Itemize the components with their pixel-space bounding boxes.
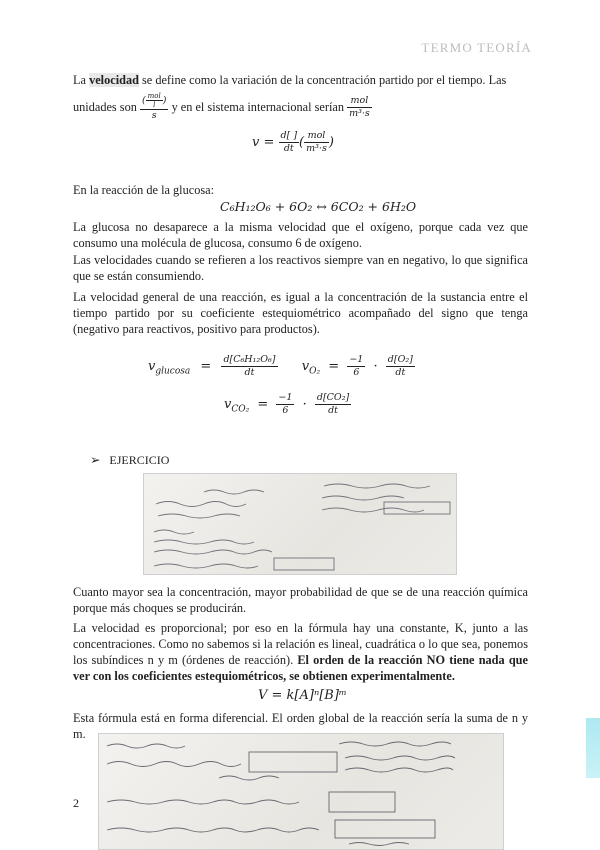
v-o2-coef (347, 354, 365, 379)
handwriting-scribbles-2 (99, 734, 503, 849)
eq1-fraction (279, 130, 300, 155)
p1-rest: se define como la variación de la concentración partido por el tiempo. Las (138, 73, 507, 87)
eq1-num: d[ ] (280, 130, 298, 141)
term-velocidad: velocidad (89, 73, 139, 87)
v-glucosa: v (148, 359, 156, 374)
units-inner-num: mol (147, 92, 161, 100)
v-co2: v (224, 397, 232, 412)
paragraph-general-rate: La velocidad general de una reacción, es igual a la concentración de la sustancia entre el tiempo partido por su coeficiente estequiométrico acompañado del signo que tenga (negativo para reactivos, positivo para productos). (73, 290, 528, 336)
si-num: mol (347, 95, 372, 108)
units-label: unidades son (73, 100, 137, 114)
paragraph-reactants-negative: Las velocidades cuando se refieren a los reactivos siempre van en negativo, lo que significa que se están consumiendo. (73, 253, 528, 283)
v-co2-coef-num: −1 (278, 392, 293, 403)
handwritten-exercise-photo (143, 473, 457, 575)
si-label: y en el sistema internacional serían (171, 100, 344, 114)
eq1-units (304, 130, 329, 155)
paragraph-proportional (73, 620, 528, 684)
v-co2-coef (276, 392, 294, 417)
paragraph-glucose-rate: La glucosa no desaparece a la misma velocidad que el oxígeno, porque cada vez que consumo una molécula de glucosa, consumo 6 de oxígeno. (73, 220, 528, 250)
p1-lead: La (73, 73, 86, 87)
v-o2-num: d[O₂] (387, 354, 413, 365)
si-fraction (347, 95, 372, 120)
eq1-units-num: mol (304, 130, 329, 143)
page-edge-marker (586, 718, 600, 778)
paragraph-differential: Esta fórmula está en forma diferencial. El orden global de la reacción sería la suma de n y m. (73, 711, 528, 741)
si-den: m³·s (349, 107, 370, 119)
eq1-lhs: v = (252, 135, 275, 150)
units-fraction-denominator: s (151, 110, 157, 121)
v-o2-fraction (386, 354, 415, 379)
equation-velocity: v = $\frac{d[ ]}{dt}$ ( $\frac{\text{mol}}{\text{m³·s}}$ ) (252, 130, 334, 154)
paragraph-velocity-definition (73, 72, 528, 88)
exercise-label: EJERCICIO (109, 453, 170, 467)
paragraph-glucose-intro: En la reacción de la glucosa: (73, 183, 215, 197)
v-co2-den: dt (328, 405, 338, 416)
bullet-arrow-icon: ➢ (90, 453, 101, 467)
v-o2-den: dt (395, 367, 406, 378)
units-inner-den: l (153, 101, 156, 109)
equation-rate-co2: $v_{CO_2}$ = $\frac{-1}{6}$ · $\frac{\text{d[CO₂]}}{dt}$ (224, 392, 350, 416)
v-co2-coef-den: 6 (282, 405, 289, 416)
v-o2: v (301, 359, 310, 374)
v-co2-fraction (315, 392, 351, 417)
exercise-heading (90, 453, 169, 468)
equation-rate-law: V = k[A]ⁿ[B]ᵐ (258, 688, 347, 703)
v-glucosa-den: dt (244, 367, 255, 378)
eq1-units-den: m³·s (306, 143, 327, 154)
v-glucosa-num: d[C₆H₁₂O₆] (223, 354, 276, 365)
header-title: TERMO TEORÍA (421, 40, 532, 55)
reaction-equation: C₆H₁₂O₆ + 6O₂ ↔ 6CO₂ + 6H₂O (220, 199, 417, 214)
eq1-den: dt (283, 143, 294, 154)
v-glucosa-sub: glucosa (155, 366, 191, 377)
units-inner-fraction (146, 92, 163, 109)
v-o2-coef-num: −1 (349, 354, 364, 365)
paragraph-units-line (73, 92, 528, 122)
equation-rate-glucosa: $v_{glucosa}$ = $\frac{\text{d[C₆H₁₂O₆]}}{dt}$ $v_{O_2}$ = $\frac{-1}{6}$ · $\frac{\text{d[O₂]}}{dt}$ (148, 354, 413, 378)
handwriting-scribbles (144, 474, 456, 574)
page-number: 2 (73, 796, 79, 810)
v-o2-coef-den: 6 (353, 367, 360, 378)
handwritten-order-zero-photo (98, 733, 504, 850)
v-co2-num: d[CO₂] (316, 392, 350, 403)
p7-bold: El orden de la reacción NO tiene nada que ver con los coeficientes estequiométricos, se obtienen experimentalmente. (73, 653, 528, 683)
v-co2-sub: CO₂ (231, 404, 250, 415)
paragraph-concentration: Cuanto mayor sea la concentración, mayor probabilidad de que se de una reacción química porque más choques se producirán. (73, 585, 528, 615)
v-glucosa-fraction (221, 354, 277, 379)
p7-text: La velocidad es proporcional; por eso en la fórmula hay una constante, K, junto a las concentraciones. Como no sabemos si la relación es lineal, cuadrática o lo que sea, ponemos los subíndices n y m (órdenes de reacción). (73, 621, 528, 667)
units-fraction-numerator: ( $\frac{\text{mol}}{l}$ ) (141, 92, 167, 109)
units-fraction (140, 92, 169, 122)
v-o2-sub: O₂ (309, 366, 321, 377)
